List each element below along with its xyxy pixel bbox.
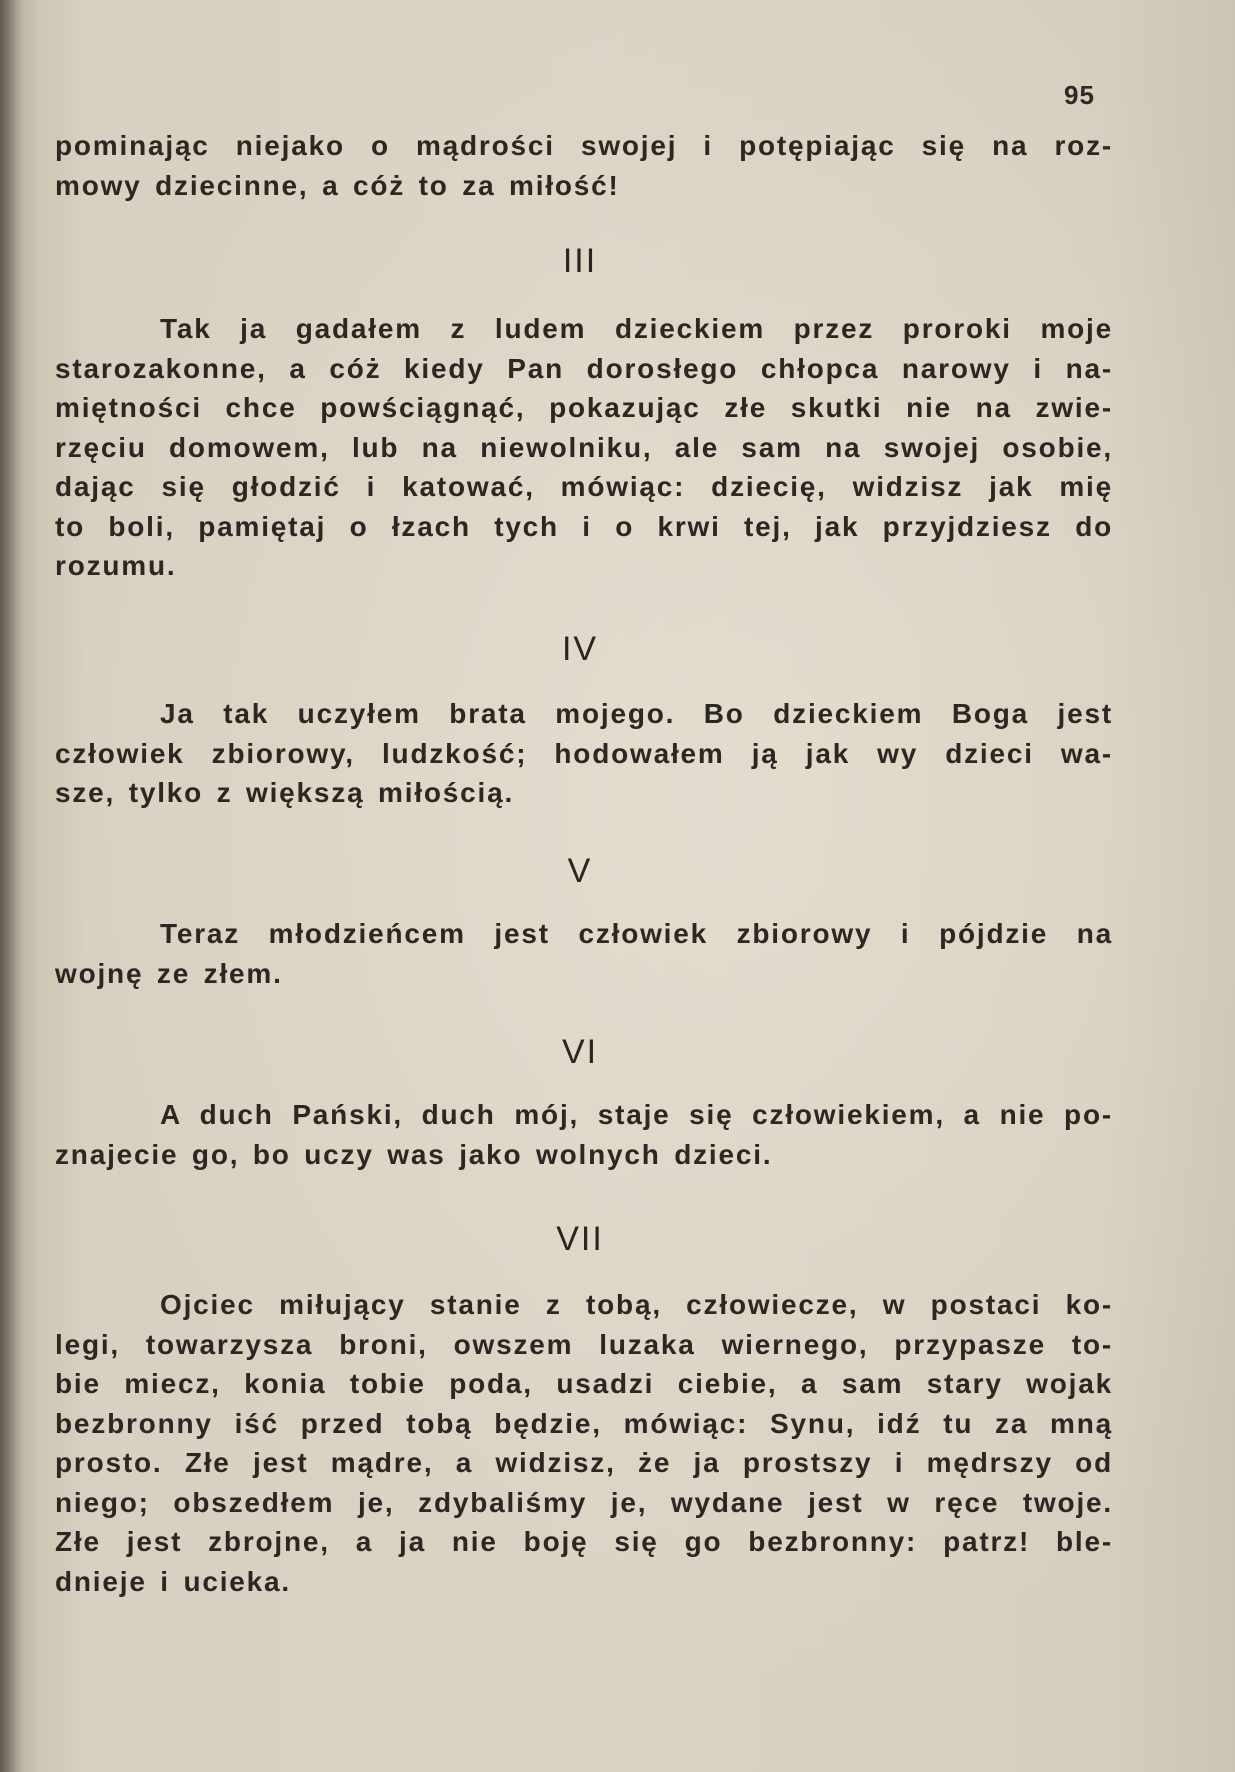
- text-line: Ojciec miłujący stanie z tobą, człowiecze, w postaci ko-: [160, 1289, 1113, 1320]
- text-line: miętności chce powściągnąć, pokazując złe skutki nie na zwie-: [55, 392, 1113, 423]
- page-number: 95: [1064, 80, 1095, 110]
- text-line: bie miecz, konia tobie poda, usadzi ciebie, a sam stary wojak: [55, 1368, 1113, 1399]
- text-line: dając się głodzić i katować, mówiąc: dziecię, widzisz jak mię: [55, 471, 1113, 502]
- text-line: znajecie go, bo uczy was jako wolnych dzieci.: [55, 1138, 773, 1170]
- text-line: bezbronny iść przed tobą będzie, mówiąc: Synu, idź tu za mną: [55, 1407, 1113, 1439]
- text-line: rozumu.: [55, 550, 177, 581]
- paragraph-continuation: [55, 126, 1113, 205]
- text-line: dnieje i ucieka.: [55, 1565, 291, 1597]
- text-line: rzęciu domowem, lub na niewolniku, ale sam na swojej osobie,: [55, 431, 1113, 463]
- text-line: niego; obszedłem je, zdybaliśmy je, wydane jest w ręce twoje.: [55, 1486, 1113, 1518]
- section-heading-iv: IV: [561, 630, 599, 668]
- section-heading-iii: III: [562, 242, 598, 280]
- text-line: Ja tak uczyłem brata mojego. Bo dzieckiem Boga jest: [160, 698, 1113, 729]
- text-line: to boli, pamiętaj o łzach tych i o krwi tej, jak przyjdziesz do: [55, 510, 1113, 542]
- section-vi-paragraph: [55, 1095, 1113, 1174]
- section-iv-paragraph: [55, 694, 1113, 813]
- text-line: mowy dziecinne, a cóż to za miłość!: [55, 169, 620, 201]
- text-line: Teraz młodzieńcem jest człowiek zbiorowy i pójdzie na: [160, 918, 1113, 949]
- text-line: Złe jest zbrojne, a ja nie boję się go bezbronny: patrz! ble-: [55, 1526, 1113, 1557]
- text-line: A duch Pański, duch mój, staje się człowiekiem, a nie po-: [160, 1099, 1113, 1130]
- section-iii-paragraph: [55, 309, 1113, 586]
- text-line: prosto. Złe jest mądre, a widzisz, że ja prostszy i mędrszy od: [55, 1447, 1113, 1478]
- section-heading-vii: VII: [556, 1220, 604, 1258]
- section-heading-v: V: [567, 852, 593, 890]
- text-line: sze, tylko z większą miłością.: [55, 777, 515, 808]
- section-heading-vi: VI: [561, 1033, 599, 1071]
- text-line: starozakonne, a cóż kiedy Pan dorosłego chłopca narowy i na-: [55, 352, 1113, 384]
- section-vii-paragraph: [55, 1285, 1113, 1601]
- text-line: legi, towarzysza broni, owszem luzaka wiernego, przypasze to-: [55, 1328, 1113, 1360]
- text-line: człowiek zbiorowy, ludzkość; hodowałem ją jak wy dzieci wa-: [55, 737, 1113, 769]
- text-line: pominając niejako o mądrości swojej i potępiając się na roz-: [55, 130, 1113, 161]
- text-line: Tak ja gadałem z ludem dzieckiem przez proroki moje: [160, 313, 1113, 344]
- text-line: wojnę ze złem.: [55, 957, 283, 989]
- section-v-paragraph: [55, 914, 1113, 993]
